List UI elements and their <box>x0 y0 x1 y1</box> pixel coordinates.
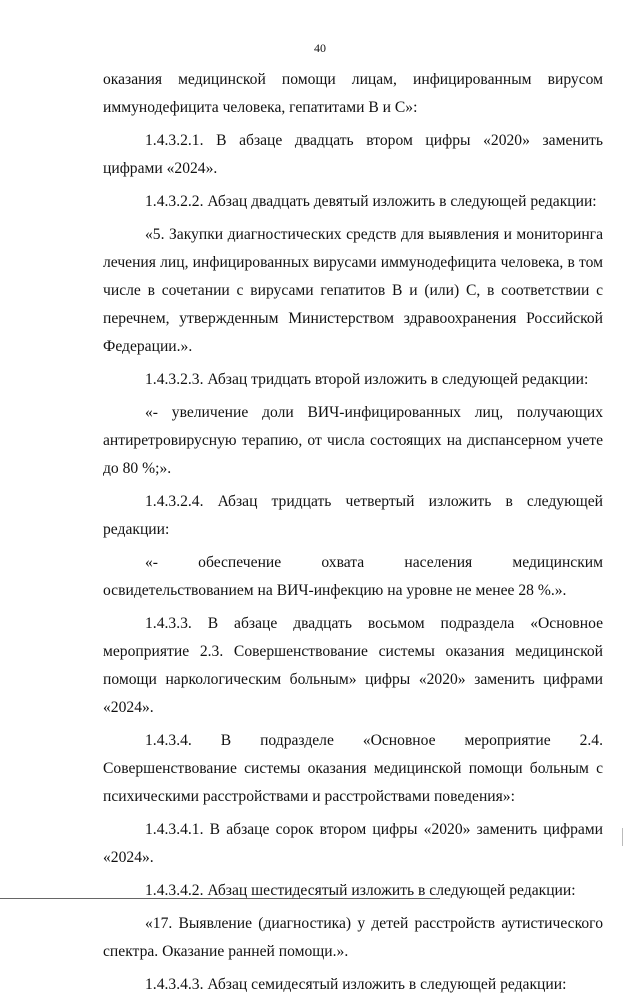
paragraph: оказания медицинской помощи лицам, инфицированным вирусом иммунодефицита человека, гепатитами В и С»: <box>103 71 603 116</box>
paragraph: 1.4.3.2.1. В абзаце двадцать втором цифры «2020» заменить цифрами «2024». <box>103 132 603 177</box>
paragraph: 1.4.3.4. В подразделе «Основное мероприятие 2.4. Совершенствование системы оказания медицинской помощи больным с психическими расстройствами и расстройствами поведения»: <box>103 732 603 805</box>
paragraph: 1.4.3.3. В абзаце двадцать восьмом подраздела «Основное мероприятие 2.3. Совершенствование системы оказания медицинской помощи наркологическим больным» цифры «2020» заменить цифрами «2024». <box>103 615 603 716</box>
paragraph: 1.4.3.2.2. Абзац двадцать девятый изложить в следующей редакции: <box>145 193 597 210</box>
paragraph: «- увеличение доли ВИЧ-инфицированных лиц, получающих антиретровирусную терапию, от числа состоящих на диспансерном учете до 80 %;». <box>103 404 603 477</box>
paragraph: «17. Выявление (диагностика) у детей расстройств аутистического спектра. Оказание ранней помощи.». <box>103 915 603 960</box>
footer-rule <box>0 898 440 899</box>
scan-edge-mark <box>622 828 623 846</box>
paragraph: 1.4.3.2.4. Абзац тридцать четвертый изложить в следующей редакции: <box>103 493 603 538</box>
paragraph: 1.4.3.2.3. Абзац тридцать второй изложить в следующей редакции: <box>145 371 589 388</box>
document-body <box>103 66 603 999</box>
paragraph: 1.4.3.4.3. Абзац семидесятый изложить в следующей редакции: <box>145 976 567 993</box>
paragraph: 1.4.3.4.1. В абзаце сорок втором цифры «2020» заменить цифрами «2024». <box>103 821 603 866</box>
page-number: 40 <box>314 41 326 55</box>
paragraph: «- обеспечение охвата населения медицинским освидетельствованием на ВИЧ-инфекцию на уровне не менее 28 %.». <box>103 554 603 599</box>
paragraph: 1.4.3.4.2. Абзац шестидесятый изложить в следующей редакции: <box>145 882 576 899</box>
paragraph: «5. Закупки диагностических средств для выявления и мониторинга лечения лиц, инфицированных вирусами иммунодефицита человека, в том числе в сочетании с вирусами гепатитов В и (или) С, в соответствии с перечнем, утвержденным Министерством здравоохранения Российской Федерации.». <box>103 226 603 355</box>
